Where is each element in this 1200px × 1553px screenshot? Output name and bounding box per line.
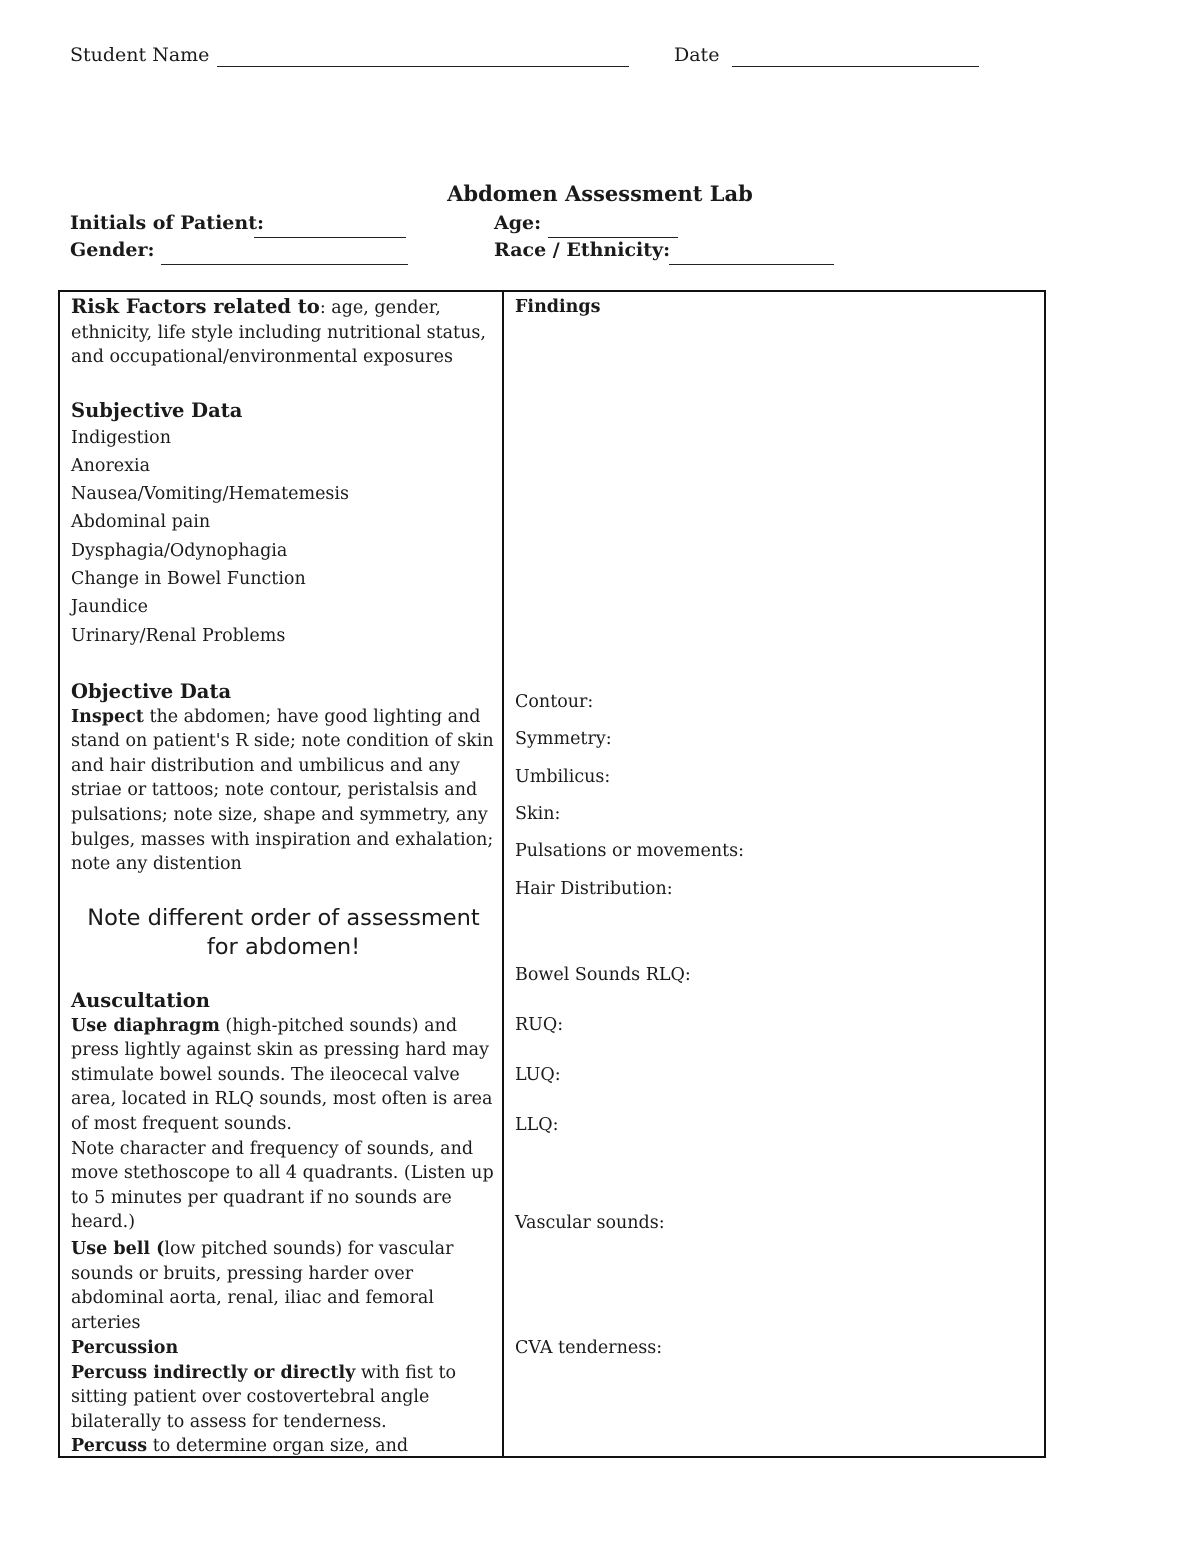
percussion-heading: Percussion — [71, 1338, 179, 1358]
inspect-paragraph — [71, 705, 496, 877]
list-item: Change in Bowel Function — [71, 569, 306, 589]
list-item: Nausea/Vomiting/Hematemesis — [71, 484, 349, 504]
percuss2-paragraph — [71, 1434, 496, 1459]
list-item: Indigestion — [71, 428, 171, 448]
luq-label: LUQ: — [515, 1065, 561, 1085]
race-field[interactable] — [669, 242, 834, 265]
age-label: Age: — [494, 212, 542, 234]
student-name-field[interactable] — [217, 44, 629, 67]
order-note: Note different order of assessment for abdomen! — [87, 905, 480, 960]
percuss2-bold: Percuss — [71, 1436, 148, 1457]
ruq-label: RUQ: — [515, 1015, 564, 1035]
list-item: Anorexia — [71, 456, 151, 476]
bell-block — [71, 1237, 496, 1335]
initials-row — [70, 212, 264, 234]
risk-text: : age, gender, ethnicity, life style including nutritional status, and occupational/environmental exposures — [71, 298, 486, 368]
pulsations-label: Pulsations or movements: — [515, 841, 745, 861]
percussion-block — [71, 1336, 496, 1459]
age-row — [494, 212, 541, 234]
symmetry-label: Symmetry: — [515, 729, 612, 749]
diaphragm-text: (high-pitched sounds) and press lightly against skin as pressing hard may stimulate bowel sounds. The ileocecal valve area, located in RLQ sounds, most often is area of most frequent sounds. — [71, 1015, 493, 1134]
objective-heading: Objective Data — [71, 680, 232, 703]
auscultation-block — [71, 989, 496, 1235]
vascular-sounds-label: Vascular sounds: — [515, 1213, 665, 1233]
initials-field[interactable] — [254, 215, 406, 238]
objective-block — [71, 680, 496, 877]
risk-factors-block — [71, 295, 496, 370]
list-item: Dysphagia/Odynophagia — [71, 541, 288, 561]
diaphragm-paragraph — [71, 1014, 496, 1137]
percuss2-text: to determine organ size, and — [147, 1436, 409, 1457]
age-field[interactable] — [548, 215, 678, 238]
percuss-text: with fist to sitting patient over costovertebral angle bilaterally to assess for tenderness. — [71, 1362, 457, 1432]
risk-heading: Risk Factors related to — [71, 295, 320, 318]
date-field[interactable] — [732, 44, 979, 67]
umbilicus-label: Umbilicus: — [515, 767, 611, 787]
cva-tenderness-label: CVA tenderness: — [515, 1338, 663, 1358]
gender-field[interactable] — [161, 242, 408, 265]
initials-label: Initials of Patient: — [70, 212, 264, 234]
column-divider — [502, 292, 504, 1456]
diaphragm-bold: Use diaphragm — [71, 1015, 220, 1036]
contour-label: Contour: — [515, 692, 594, 712]
subjective-block — [71, 399, 496, 424]
auscultation-heading: Auscultation — [71, 989, 210, 1012]
bell-bold: Use bell ( — [71, 1239, 165, 1259]
assessment-table — [58, 290, 1046, 1458]
inspect-bold: Inspect — [71, 706, 144, 727]
date-label: Date — [674, 44, 720, 66]
findings-heading: Findings — [515, 297, 601, 317]
page-title: Abdomen Assessment Lab — [447, 181, 753, 206]
subjective-heading: Subjective Data — [71, 399, 243, 422]
gender-label: Gender: — [70, 239, 155, 261]
skin-label: Skin: — [515, 804, 561, 824]
hair-distribution-label: Hair Distribution: — [515, 879, 673, 899]
bowel-sounds-rlq-label: Bowel Sounds RLQ: — [515, 965, 691, 985]
gender-row — [70, 239, 155, 261]
bell-text: low pitched sounds) for vascular sounds or bruits, pressing harder over abdominal aorta, renal, iliac and femoral arteries — [71, 1239, 454, 1333]
character-paragraph: Note character and frequency of sounds, and move stethoscope to all 4 quadrants. (Listen up to 5 minutes per quadrant if no sounds are heard.) — [71, 1138, 494, 1233]
percuss-bold: Percuss indirectly or directly — [71, 1362, 356, 1383]
inspect-text: the abdomen; have good lighting and stand on patient's R side; note condition of skin and hair distribution and umbilicus and any striae or tattoos; note contour, peristalsis and pulsations; note size, shape and symmetry, any bulges, masses with inspiration and exhalation; note any distention — [71, 706, 494, 875]
percuss-paragraph — [71, 1361, 496, 1435]
student-name-label: Student Name — [70, 44, 210, 66]
race-label: Race / Ethnicity: — [494, 239, 671, 261]
list-item: Jaundice — [71, 597, 148, 617]
race-row — [494, 239, 670, 261]
llq-label: LLQ: — [515, 1115, 559, 1135]
list-item: Abdominal pain — [71, 512, 211, 532]
list-item: Urinary/Renal Problems — [71, 626, 286, 646]
